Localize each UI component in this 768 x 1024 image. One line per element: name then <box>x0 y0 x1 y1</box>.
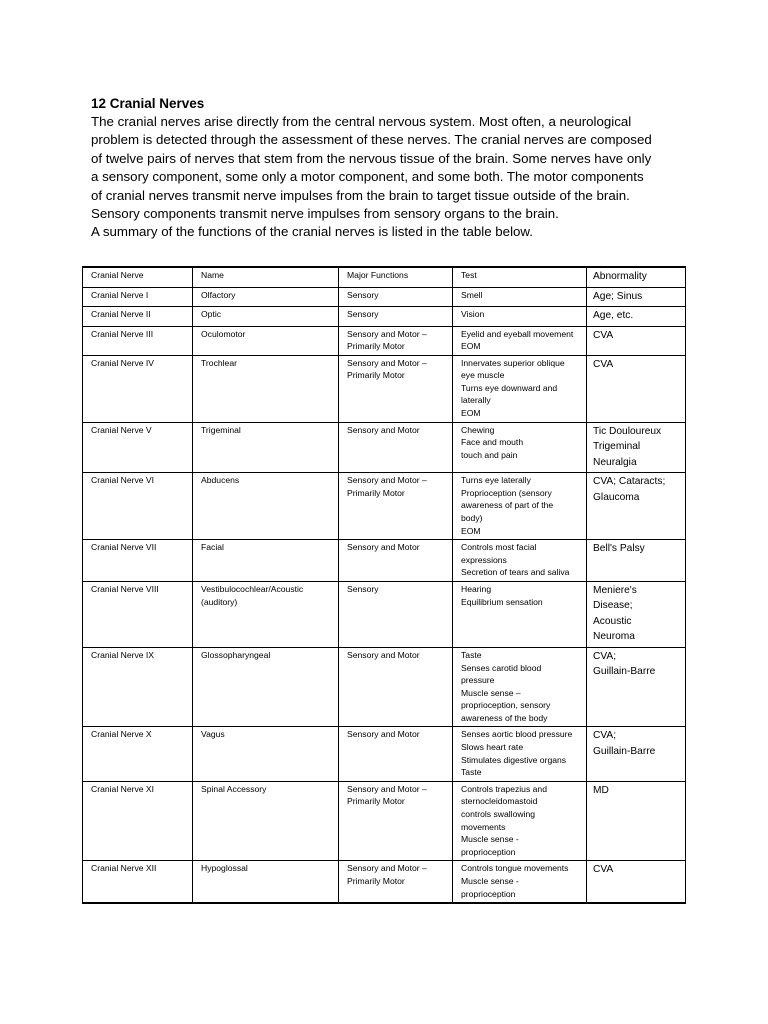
cell-text-line: Bell's Palsy <box>593 543 645 555</box>
cell-text-line: expressions <box>461 554 507 565</box>
cell-text-line: Slows heart rate <box>461 742 524 753</box>
cell-text-line: Sensory <box>347 583 379 594</box>
cell-text-line: CVA; Cataracts; <box>593 476 666 488</box>
cell-text-line: Vision <box>461 309 485 319</box>
cell-cranial-nerve <box>83 647 193 727</box>
cell-major-functions <box>339 473 453 540</box>
table-row <box>83 581 686 647</box>
cell-text-line: proprioception, sensory <box>461 700 551 711</box>
cell-text-line: EOM <box>461 408 481 419</box>
cell-text-line: Innervates superior oblique <box>461 357 565 368</box>
intro-line: problem is detected through the assessment of these nerves. The cranial nerves are composed <box>91 132 652 148</box>
cell-text-line: Glaucoma <box>593 491 640 503</box>
cell-abnormality <box>587 727 686 781</box>
table-row <box>83 861 686 903</box>
cell-text-line: EOM <box>461 341 481 352</box>
table-row <box>83 727 686 781</box>
cell-text-line: Muscle sense - <box>461 834 519 845</box>
cell-text-line: Cranial Nerve III <box>91 328 154 339</box>
cell-cranial-nerve <box>83 473 193 540</box>
cell-text-line: Sensory and Motor <box>347 729 420 740</box>
cell-text-line: Proprioception (sensory <box>461 487 552 498</box>
cell-test <box>453 540 587 582</box>
cell-name <box>193 326 339 355</box>
cell-test <box>453 287 587 307</box>
cell-text-line: Primarily Motor <box>347 370 405 381</box>
table-row <box>83 287 686 307</box>
cell-text-line: Trigeminal <box>201 424 241 435</box>
cell-abnormality <box>587 355 686 422</box>
cell-text-line: Trigeminal <box>593 441 641 453</box>
cell-text-line: Controls trapezius and <box>461 783 547 794</box>
cell-text-line: Spinal Accessory <box>201 783 267 794</box>
cell-abnormality <box>587 647 686 727</box>
intro-line: A summary of the functions of the cranial nerves is listed in the table below. <box>91 224 533 240</box>
cell-major-functions <box>339 647 453 727</box>
cell-cranial-nerve <box>83 581 193 647</box>
cell-text-line: Cranial Nerve IX <box>91 649 155 660</box>
cell-name <box>193 861 339 903</box>
cell-text-line: Sensory and Motor <box>347 649 420 660</box>
cell-text-line: Acoustic <box>593 615 632 627</box>
cell-text-line: Glossopharyngeal <box>201 649 271 660</box>
cranial-nerves-table <box>82 266 686 904</box>
cell-text-line: CVA; <box>593 650 617 662</box>
cell-text-line: Vestibulocochlear/Acoustic <box>201 583 304 594</box>
cell-cranial-nerve <box>83 307 193 327</box>
cell-test <box>453 473 587 540</box>
cell-test <box>453 422 587 473</box>
cell-text-line: Turns eye laterally <box>461 475 531 486</box>
cell-text-line: laterally <box>461 395 491 406</box>
cell-text-line: Cranial Nerve II <box>91 309 151 319</box>
cell-text-line: Primarily Motor <box>347 876 405 886</box>
cell-text-line: Secretion of tears and saliva <box>461 567 570 578</box>
cell-cranial-nerve <box>83 355 193 422</box>
cell-text-line: Oculomotor <box>201 328 246 339</box>
cell-text-line: Facial <box>201 542 224 553</box>
cranial-nerves-table-wrapper <box>82 266 685 904</box>
intro-line: The cranial nerves arise directly from the central nervous system. Most often, a neurological <box>91 114 632 129</box>
cell-major-functions <box>339 540 453 582</box>
cell-text-line: Age, etc. <box>593 310 634 321</box>
cell-cranial-nerve <box>83 781 193 861</box>
cell-text-line: Neuralgia <box>593 456 637 468</box>
cell-text-line: Cranial Nerve VI <box>91 475 155 486</box>
cell-text-line: Sensory <box>347 309 379 319</box>
cell-major-functions <box>339 287 453 307</box>
cell-cranial-nerve <box>83 540 193 582</box>
table-row <box>83 326 686 355</box>
cell-major-functions <box>339 355 453 422</box>
cell-name <box>193 473 339 540</box>
page-title: 12 Cranial Nerves <box>91 96 205 111</box>
cell-major-functions <box>339 727 453 781</box>
cell-text-line: Age; Sinus <box>593 290 643 302</box>
cell-text-line: Optic <box>201 309 222 319</box>
header-major-functions: Major Functions <box>339 267 453 287</box>
table-row <box>83 540 686 582</box>
cell-name <box>193 422 339 473</box>
cell-text-line: Vagus <box>201 729 225 740</box>
cell-text-line: Sensory and Motor <box>347 542 420 553</box>
header-name: Name <box>193 267 339 287</box>
cell-name <box>193 581 339 647</box>
cell-name <box>193 355 339 422</box>
cell-cranial-nerve <box>83 422 193 473</box>
cell-text-line: Sensory and Motor – <box>347 357 427 368</box>
header-abnormality: Abnormality <box>587 267 686 287</box>
cell-text-line: Primarily Motor <box>347 487 405 498</box>
cell-text-line: Muscle sense – <box>461 687 521 698</box>
cell-name <box>193 307 339 327</box>
cell-text-line: Cranial Nerve XI <box>91 783 155 794</box>
cell-text-line: Smell <box>461 289 483 300</box>
cell-name <box>193 781 339 861</box>
cell-abnormality <box>587 581 686 647</box>
cell-text-line: Cranial Nerve V <box>91 424 152 435</box>
table-row <box>83 647 686 727</box>
cell-text-line: Hypoglossal <box>201 863 248 874</box>
cell-text-line: Cranial Nerve I <box>91 289 149 300</box>
cell-test <box>453 307 587 327</box>
cell-text-line: Cranial Nerve IV <box>91 357 155 368</box>
cell-major-functions <box>339 422 453 473</box>
intro-line: of cranial nerves transmit nerve impulses from the brain to target tissue outside of the brain. <box>91 187 630 203</box>
cell-major-functions <box>339 326 453 355</box>
document-body <box>91 95 687 242</box>
cell-text-line: Cranial Nerve X <box>91 729 152 740</box>
cell-text-line: Guillain-Barre <box>593 666 656 678</box>
cell-major-functions <box>339 581 453 647</box>
cell-cranial-nerve <box>83 727 193 781</box>
cell-name <box>193 287 339 307</box>
cell-text-line: Stimulates digestive organs <box>461 754 567 765</box>
cell-text-line: CVA <box>593 358 614 370</box>
cell-text-line: Cranial Nerve VIII <box>91 583 159 594</box>
cell-text-line: sternocleidomastoid <box>461 796 538 807</box>
cell-text-line: Senses carotid blood <box>461 662 542 673</box>
cell-text-line: Hearing <box>461 583 492 594</box>
cell-text-line: Cranial Nerve XII <box>91 863 157 874</box>
cell-test <box>453 355 587 422</box>
cell-test <box>453 781 587 861</box>
cell-text-line: pressure <box>461 675 495 686</box>
cell-text-line: Turns eye downward and <box>461 382 558 393</box>
cell-abnormality <box>587 540 686 582</box>
cell-text-line: CVA <box>593 329 614 341</box>
intro-line: a sensory component, some only a motor component, and some both. The motor components <box>91 169 644 185</box>
cell-test <box>453 727 587 781</box>
cell-text-line: Trochlear <box>201 357 237 368</box>
cell-text-line: proprioception <box>461 888 516 899</box>
cell-text-line: Meniere's <box>593 584 637 596</box>
cell-text-line: awareness of part of the <box>461 500 554 511</box>
cell-abnormality <box>587 422 686 473</box>
table-row <box>83 473 686 540</box>
cell-text-line: (auditory) <box>201 596 238 607</box>
cell-text-line: Tic Douloureux <box>593 425 662 437</box>
table-body <box>83 287 686 903</box>
cell-text-line: Guillain-Barre <box>593 745 656 757</box>
cell-major-functions <box>339 781 453 861</box>
table-row <box>83 307 686 327</box>
cell-text-line: Equilibrium sensation <box>461 596 543 607</box>
cell-text-line: proprioception <box>461 846 516 857</box>
cell-text-line: eye muscle <box>461 370 505 381</box>
cell-abnormality <box>587 307 686 327</box>
table-row <box>83 355 686 422</box>
cell-name <box>193 727 339 781</box>
cell-text-line: CVA; <box>593 730 617 742</box>
cell-abnormality <box>587 861 686 903</box>
cell-text-line: Eyelid and eyeball movement <box>461 328 574 339</box>
table-header-row <box>83 267 686 287</box>
cell-text-line: Neuroma <box>593 631 635 643</box>
cell-text-line: Face and mouth <box>461 437 524 448</box>
cell-abnormality <box>587 287 686 307</box>
cell-text-line: Chewing <box>461 424 495 435</box>
cell-text-line: touch and pain <box>461 449 518 460</box>
cell-text-line: Cranial Nerve VII <box>91 542 157 553</box>
cell-text-line: Primarily Motor <box>347 341 405 352</box>
cell-text-line: Senses aortic blood pressure <box>461 729 573 740</box>
cell-text-line: Sensory <box>347 289 379 300</box>
cell-text-line: Primarily Motor <box>347 796 405 807</box>
cell-text-line: MD <box>593 784 609 796</box>
cell-abnormality <box>587 473 686 540</box>
cell-text-line: Sensory and Motor – <box>347 328 427 339</box>
cell-text-line: Sensory and Motor – <box>347 475 427 486</box>
cell-test <box>453 647 587 727</box>
cell-test <box>453 581 587 647</box>
cell-major-functions <box>339 307 453 327</box>
cell-text-line: Sensory and Motor – <box>347 863 427 874</box>
cell-name <box>193 540 339 582</box>
cell-text-line: Olfactory <box>201 289 236 300</box>
cell-text-line: Taste <box>461 649 482 660</box>
cell-text-line: Disease; <box>593 600 633 612</box>
cell-name <box>193 647 339 727</box>
cell-cranial-nerve <box>83 326 193 355</box>
intro-line: of twelve pairs of nerves that stem from the nervous tissue of the brain. Some nerves have only <box>91 150 652 166</box>
cell-text-line: movements <box>461 821 506 832</box>
table-row <box>83 422 686 473</box>
cell-major-functions <box>339 861 453 903</box>
table-row <box>83 781 686 861</box>
cell-text-line: Abducens <box>201 475 240 486</box>
header-test: Test <box>453 267 587 287</box>
cell-text-line: Sensory and Motor – <box>347 783 427 794</box>
cell-text-line: controls swallowing <box>461 809 536 820</box>
cell-cranial-nerve <box>83 861 193 903</box>
cell-text-line: Muscle sense - <box>461 876 519 886</box>
cell-text-line: Controls most facial <box>461 542 537 553</box>
cell-text-line: CVA <box>593 864 614 876</box>
cell-test <box>453 861 587 903</box>
cell-abnormality <box>587 326 686 355</box>
cell-abnormality <box>587 781 686 861</box>
cell-text-line: Controls tongue movements <box>461 863 569 874</box>
cell-text-line: awareness of the body <box>461 712 548 723</box>
cell-text-line: Sensory and Motor <box>347 424 420 435</box>
cell-cranial-nerve <box>83 287 193 307</box>
intro-paragraph <box>91 113 687 242</box>
cell-text-line: EOM <box>461 525 481 536</box>
cell-text-line: Taste <box>461 767 482 778</box>
header-cranial-nerve: Cranial Nerve <box>83 267 193 287</box>
cell-test <box>453 326 587 355</box>
intro-line: Sensory components transmit nerve impulses from sensory organs to the brain. <box>91 206 559 222</box>
cell-text-line: body) <box>461 512 483 523</box>
